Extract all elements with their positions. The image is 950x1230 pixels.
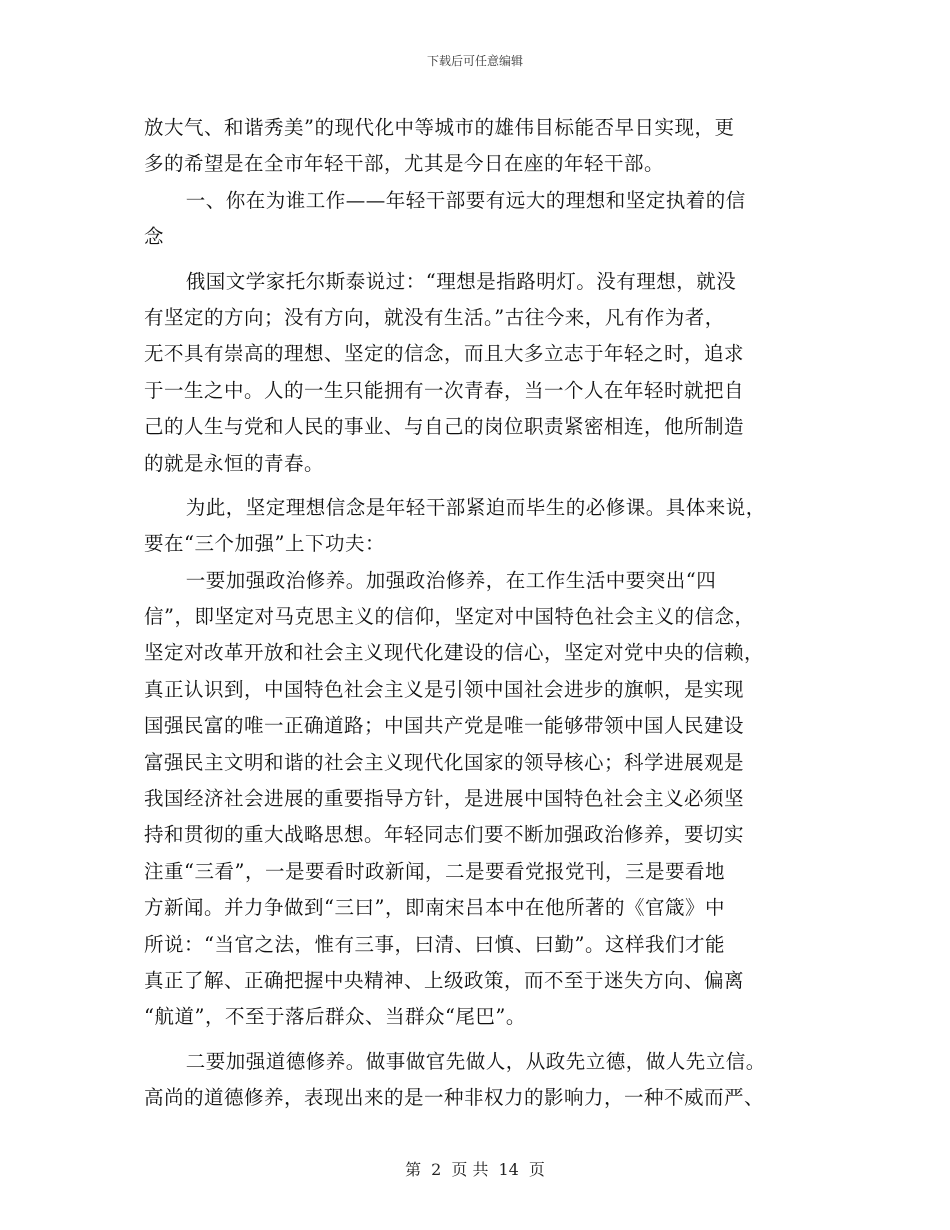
text-line: 高尚的道德修养，表现出来的是一种非权力的影响力，一种不威而严、 <box>144 1086 765 1110</box>
text-line: 的就是永恒的青春。 <box>144 451 325 475</box>
text-line: 己的人生与党和人民的事业、与自己的岗位职责紧密相连，他所制造 <box>144 415 745 439</box>
text-line: 信”，即坚定对马克思主义的信仰，坚定对中国特色社会主义的信念， <box>144 605 755 629</box>
text-line: 于一生之中。人的一生只能拥有一次青春，当一个人在年轻时就把自 <box>144 378 745 402</box>
text-line: 富强民主文明和谐的社会主义现代化国家的领导核心；科学进展观是 <box>144 750 745 774</box>
text-line: 二要加强道德修养。做事做官先做人，从政先立德，做人先立信。 <box>185 1049 766 1073</box>
footer-page-number: 2 <box>431 1160 442 1179</box>
text-line: 俄国文学家托尔斯泰说过：“理想是指路明灯。没有理想，就没 <box>185 269 737 293</box>
page-footer <box>0 1157 950 1180</box>
text-line: 国强民富的唯一正确道路；中国共产党是唯一能够带领中国人民建设 <box>144 714 745 738</box>
text-line: 真正了解、正确把握中央精神、上级政策，而不至于迷失方向、偏离 <box>144 968 745 992</box>
text-line: 真正认识到，中国特色社会主义是引领中国社会进步的旗帜，是实现 <box>144 677 745 701</box>
text-line: 多的希望是在全市年轻干部，尤其是今日在座的年轻干部。 <box>144 152 665 176</box>
document-body <box>144 110 804 1117</box>
text-line: 我国经济社会进展的重要指导方针，是进展中国特色社会主义必须坚 <box>144 787 745 811</box>
text-line: 有坚定的方向；没有方向，就没有生活。”古往今来，凡有作为者， <box>144 305 725 329</box>
text-line: 要在“三个加强”上下功夫： <box>144 532 385 556</box>
footer-prefix: 第 <box>405 1160 422 1179</box>
text-line: 所说：“当官之法，惟有三事，曰清、曰慎、曰勤”。这样我们才能 <box>144 932 725 956</box>
text-line: 为此，坚定理想信念是年轻干部紧迫而毕生的必修课。具体来说， <box>185 495 766 519</box>
text-line: 注重“三看”，一是要看时政新闻，二是要看党报党刊，三是要看地 <box>144 859 725 883</box>
text-line: “航道”，不至于落后群众、当群众“尾巴”。 <box>144 1005 526 1029</box>
footer-total-pages: 14 <box>498 1160 519 1179</box>
text-line: 坚定对改革开放和社会主义现代化建设的信心，坚定对党中央的信赖， <box>144 641 765 665</box>
text-line: 方新闻。并力争做到“三曰”，即南宋吕本中在他所著的《官箴》中 <box>144 896 725 920</box>
text-line: 放大气、和谐秀美”的现代化中等城市的雄伟目标能否早日实现，更 <box>144 116 735 139</box>
footer-middle: 页 共 <box>451 1160 489 1179</box>
page-header: 下载后可任意编辑 <box>426 54 523 68</box>
text-line: 一、你在为谁工作——年轻干部要有远大的理想和坚定执着的信 <box>185 188 746 212</box>
text-line: 持和贯彻的重大战略思想。年轻同志们要不断加强政治修养，要切实 <box>144 823 745 847</box>
text-line: 一要加强政治修养。加强政治修养，在工作生活中要突出“四 <box>185 568 717 592</box>
text-line: 念 <box>144 225 165 249</box>
text-line: 无不具有崇高的理想、坚定的信念，而且大多立志于年轻之时，追求 <box>144 342 745 366</box>
footer-suffix: 页 <box>528 1160 545 1179</box>
